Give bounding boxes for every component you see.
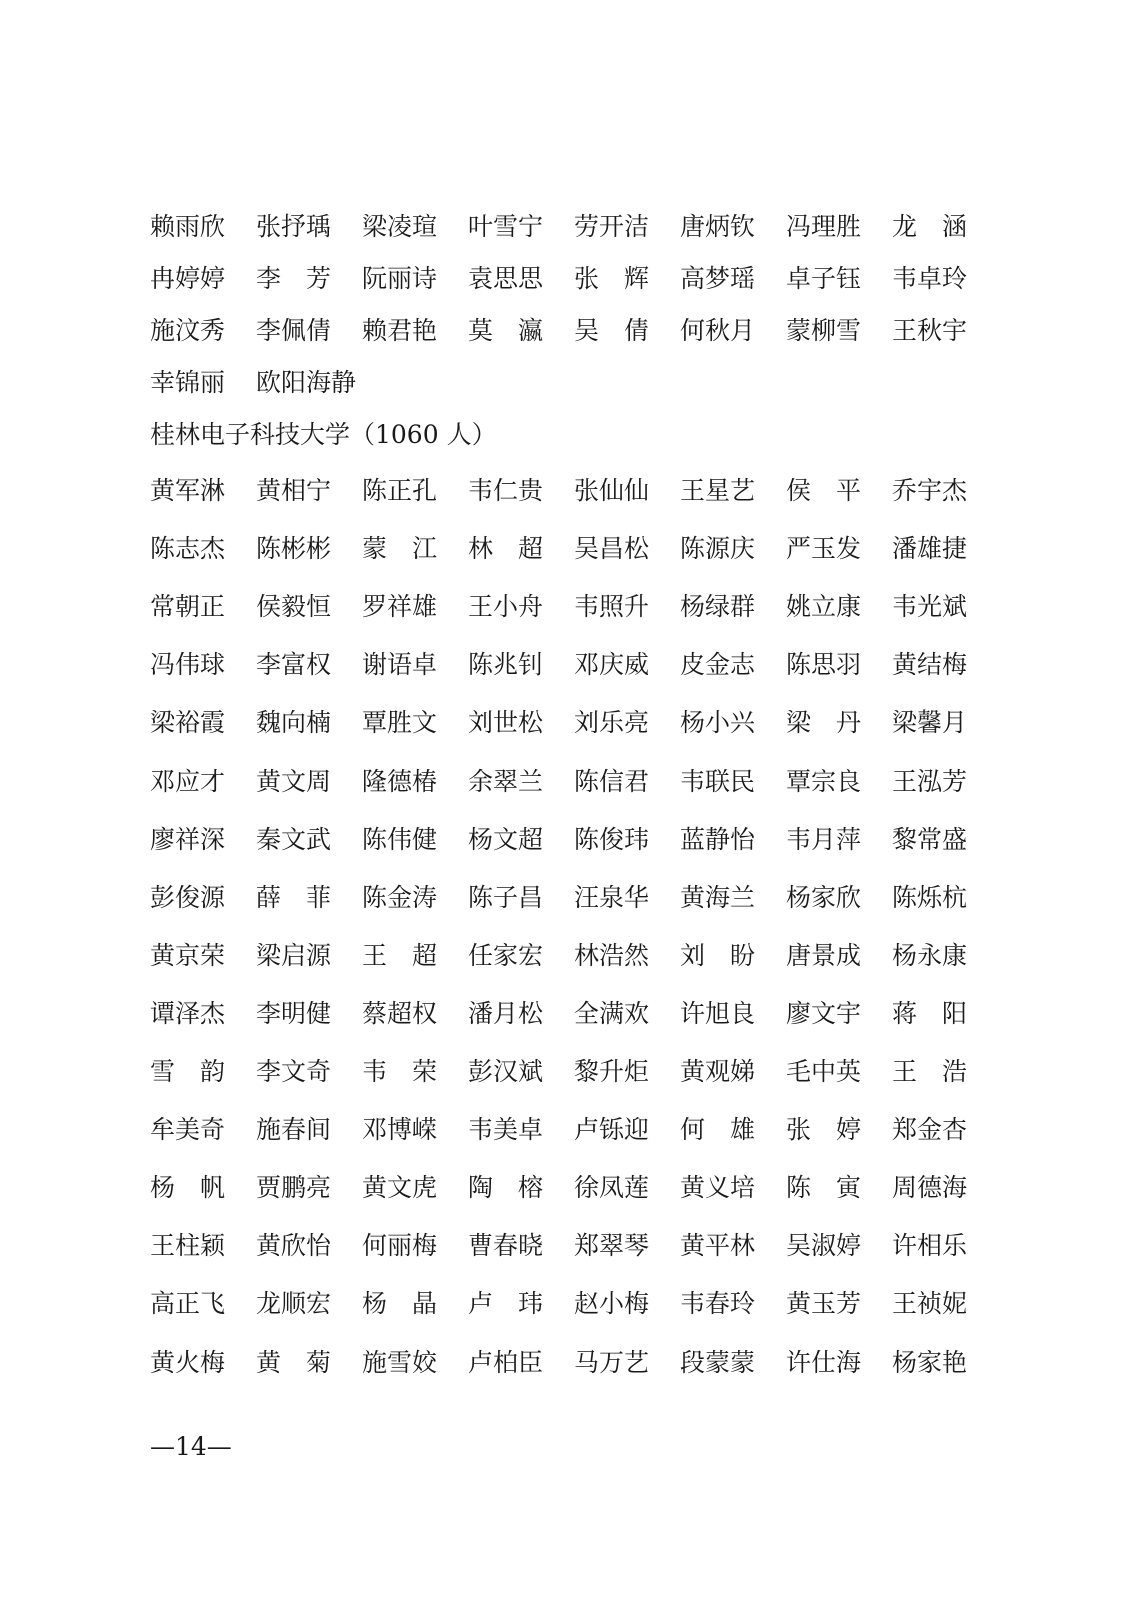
- person-name: 韦月萍: [786, 824, 862, 854]
- person-name: 廖祥深: [150, 824, 226, 854]
- person-name: 侯毅恒: [256, 592, 332, 622]
- person-name: 黄玉芳: [786, 1289, 862, 1319]
- person-name: 秦文武: [256, 824, 332, 854]
- person-name: 张仙仙: [574, 476, 650, 505]
- person-name: 欧阳海静: [256, 368, 357, 397]
- person-name: 吴淑婷: [786, 1231, 862, 1261]
- name-row: [150, 314, 990, 348]
- person-name: 薛 菲: [256, 882, 332, 912]
- person-name: 黄义培: [680, 1173, 756, 1203]
- person-name: 廖文宇: [786, 998, 862, 1028]
- person-name: 许旭良: [680, 998, 756, 1028]
- name-row: [150, 590, 990, 624]
- person-name: 谭泽杰: [150, 998, 226, 1028]
- person-name: 陶 榕: [468, 1173, 544, 1203]
- person-name: 王星艺: [680, 476, 756, 505]
- person-name: 黄京荣: [150, 940, 226, 970]
- person-name: 李明健: [256, 998, 332, 1028]
- person-name: 阮丽诗: [362, 264, 438, 293]
- person-name: 林浩然: [574, 940, 650, 970]
- person-name: 贾鹏亮: [256, 1173, 332, 1203]
- person-name: 韦卓玲: [892, 264, 968, 293]
- person-name: 黄军淋: [150, 476, 226, 505]
- person-name: 黄结梅: [892, 650, 968, 680]
- person-name: 何 雄: [680, 1115, 756, 1145]
- person-name: 王祯妮: [892, 1289, 968, 1319]
- person-name: 张 婷: [786, 1115, 862, 1145]
- name-row: [150, 1346, 990, 1380]
- person-name: 陈烁杭: [892, 882, 968, 912]
- person-name: 施雪姣: [362, 1347, 438, 1377]
- person-name: 魏向楠: [256, 708, 332, 738]
- person-name: 何秋月: [680, 316, 756, 345]
- name-row: [150, 1229, 990, 1263]
- person-name: 高梦瑶: [680, 264, 756, 293]
- name-row: [150, 474, 990, 508]
- person-name: 马万艺: [574, 1347, 650, 1377]
- name-row: [150, 706, 990, 740]
- person-name: 蒙柳雪: [786, 316, 862, 345]
- person-name: 段蒙蒙: [680, 1347, 756, 1377]
- person-name: 陈兆钊: [468, 650, 544, 680]
- person-name: 黄平林: [680, 1231, 756, 1261]
- person-name: 张抒瑀: [256, 212, 332, 241]
- person-name: 陈彬彬: [256, 534, 332, 564]
- person-name: 汪泉华: [574, 882, 650, 912]
- person-name: 邓博嵘: [362, 1115, 438, 1145]
- person-name: 杨永康: [892, 940, 968, 970]
- section-title: 桂林电子科技大学（1060 人）: [150, 420, 497, 449]
- person-name: 杨 帆: [150, 1173, 226, 1203]
- person-name: 陈俊玮: [574, 824, 650, 854]
- person-name: 李富权: [256, 650, 332, 680]
- person-name: 周德海: [892, 1173, 968, 1203]
- person-name: 赖君艳: [362, 316, 438, 345]
- person-name: 侯 平: [786, 476, 862, 505]
- person-name: 梁 丹: [786, 708, 862, 738]
- person-name: 陈伟健: [362, 824, 438, 854]
- person-name: 冉婷婷: [150, 264, 226, 293]
- person-name: 梁馨月: [892, 708, 968, 738]
- person-name: 黎常盛: [892, 824, 968, 854]
- person-name: 毛中英: [786, 1057, 862, 1086]
- person-name: 韦 荣: [362, 1057, 438, 1086]
- person-name: 吴昌松: [574, 534, 650, 564]
- person-name: 陈思羽: [786, 650, 862, 680]
- person-name: 陈志杰: [150, 534, 226, 564]
- person-name: 幸锦丽: [150, 368, 226, 397]
- person-name: 冯伟球: [150, 650, 226, 680]
- person-name: 叶雪宁: [468, 212, 544, 241]
- person-name: 梁裕霞: [150, 708, 226, 738]
- person-name: 杨绿群: [680, 592, 756, 622]
- person-name: 郑翠琴: [574, 1231, 650, 1261]
- person-name: 唐景成: [786, 940, 862, 970]
- person-name: 冯理胜: [786, 212, 862, 241]
- person-name: 潘雄捷: [892, 534, 968, 564]
- person-name: 雪 韵: [150, 1057, 226, 1086]
- person-name: 黄欣怡: [256, 1231, 332, 1261]
- person-name: 蒋 阳: [892, 998, 968, 1028]
- person-name: 牟美奇: [150, 1115, 226, 1145]
- person-name: 覃宗良: [786, 766, 862, 796]
- person-name: 严玉发: [786, 534, 862, 564]
- person-name: 蓝静怡: [680, 824, 756, 854]
- person-name: 赖雨欣: [150, 212, 226, 241]
- person-name: 杨 晶: [362, 1289, 438, 1319]
- person-name: 陈源庆: [680, 534, 756, 564]
- person-name: 隆德椿: [362, 766, 438, 796]
- person-name: 莫 瀛: [468, 316, 544, 345]
- person-name: 陈 寅: [786, 1173, 862, 1203]
- person-name: 彭汉斌: [468, 1057, 544, 1086]
- page-number: —14—: [150, 1432, 232, 1461]
- person-name: 徐凤莲: [574, 1173, 650, 1203]
- person-name: 王秋宇: [892, 316, 968, 345]
- person-name: 劳开洁: [574, 212, 650, 241]
- person-name: 黄相宁: [256, 476, 332, 505]
- person-name: 许仕海: [786, 1347, 862, 1377]
- person-name: 黄文周: [256, 766, 332, 796]
- person-name: 陈信君: [574, 766, 650, 796]
- person-name: 杨家欣: [786, 882, 862, 912]
- name-row: [150, 1055, 990, 1089]
- person-name: 梁凌瑄: [362, 212, 438, 241]
- person-name: 彭俊源: [150, 882, 226, 912]
- name-row: [150, 1287, 990, 1321]
- person-name: 皮金志: [680, 650, 756, 680]
- person-name: 卢柏臣: [468, 1347, 544, 1377]
- name-row: [150, 648, 990, 682]
- person-name: 卢铄迎: [574, 1115, 650, 1145]
- person-name: 谢语卓: [362, 650, 438, 680]
- name-row: [150, 366, 990, 400]
- person-name: 李文奇: [256, 1057, 332, 1086]
- person-name: 王 超: [362, 940, 438, 970]
- person-name: 李佩倩: [256, 316, 332, 345]
- person-name: 何丽梅: [362, 1231, 438, 1261]
- person-name: 陈子昌: [468, 882, 544, 912]
- name-row: [150, 765, 990, 799]
- person-name: 黄 菊: [256, 1347, 332, 1377]
- person-name: 王柱颖: [150, 1231, 226, 1261]
- person-name: 施汶秀: [150, 316, 226, 345]
- person-name: 吴 倩: [574, 316, 650, 345]
- person-name: 卓子钰: [786, 264, 862, 293]
- person-name: 刘 盼: [680, 940, 756, 970]
- person-name: 高正飞: [150, 1289, 226, 1319]
- person-name: 黄海兰: [680, 882, 756, 912]
- name-row: [150, 262, 990, 296]
- name-row: [150, 1113, 990, 1147]
- person-name: 任家宏: [468, 940, 544, 970]
- person-name: 韦春玲: [680, 1289, 756, 1319]
- person-name: 邓庆威: [574, 650, 650, 680]
- name-row: [150, 532, 990, 566]
- person-name: 刘世松: [468, 708, 544, 738]
- person-name: 施春间: [256, 1115, 332, 1145]
- person-name: 韦仁贵: [468, 476, 544, 505]
- person-name: 杨小兴: [680, 708, 756, 738]
- person-name: 余翠兰: [468, 766, 544, 796]
- person-name: 张 辉: [574, 264, 650, 293]
- name-row: [150, 210, 990, 244]
- person-name: 黄火梅: [150, 1347, 226, 1377]
- person-name: 全满欢: [574, 998, 650, 1028]
- person-name: 韦照升: [574, 592, 650, 622]
- person-name: 韦光斌: [892, 592, 968, 622]
- person-name: 陈金涛: [362, 882, 438, 912]
- person-name: 蒙 江: [362, 534, 438, 564]
- person-name: 龙顺宏: [256, 1289, 332, 1319]
- name-row: [150, 1171, 990, 1205]
- person-name: 邓应才: [150, 766, 226, 796]
- person-name: 卢 玮: [468, 1289, 544, 1319]
- person-name: 杨家艳: [892, 1347, 968, 1377]
- person-name: 乔宇杰: [892, 476, 968, 505]
- person-name: 王泓芳: [892, 766, 968, 796]
- person-name: 唐炳钦: [680, 212, 756, 241]
- person-name: 潘月松: [468, 998, 544, 1028]
- person-name: 韦联民: [680, 766, 756, 796]
- person-name: 梁启源: [256, 940, 332, 970]
- person-name: 罗祥雄: [362, 592, 438, 622]
- person-name: 韦美卓: [468, 1115, 544, 1145]
- person-name: 陈正孔: [362, 476, 438, 505]
- person-name: 林 超: [468, 534, 544, 564]
- person-name: 黎升炬: [574, 1057, 650, 1086]
- person-name: 王 浩: [892, 1057, 968, 1086]
- person-name: 曹春晓: [468, 1231, 544, 1261]
- person-name: 袁思思: [468, 264, 544, 293]
- person-name: 黄文虎: [362, 1173, 438, 1203]
- person-name: 赵小梅: [574, 1289, 650, 1319]
- person-name: 刘乐亮: [574, 708, 650, 738]
- person-name: 王小舟: [468, 592, 544, 622]
- person-name: 常朝正: [150, 592, 226, 622]
- person-name: 蔡超权: [362, 998, 438, 1028]
- name-row: [150, 823, 990, 857]
- person-name: 李 芳: [256, 264, 332, 293]
- person-name: 许相乐: [892, 1231, 968, 1261]
- person-name: 黄观娣: [680, 1057, 756, 1086]
- person-name: 姚立康: [786, 592, 862, 622]
- person-name: 郑金杏: [892, 1115, 968, 1145]
- person-name: 龙 涵: [892, 212, 968, 241]
- name-row: [150, 997, 990, 1031]
- person-name: 杨文超: [468, 824, 544, 854]
- person-name: 覃胜文: [362, 708, 438, 738]
- name-row: [150, 881, 990, 915]
- name-row: [150, 939, 990, 973]
